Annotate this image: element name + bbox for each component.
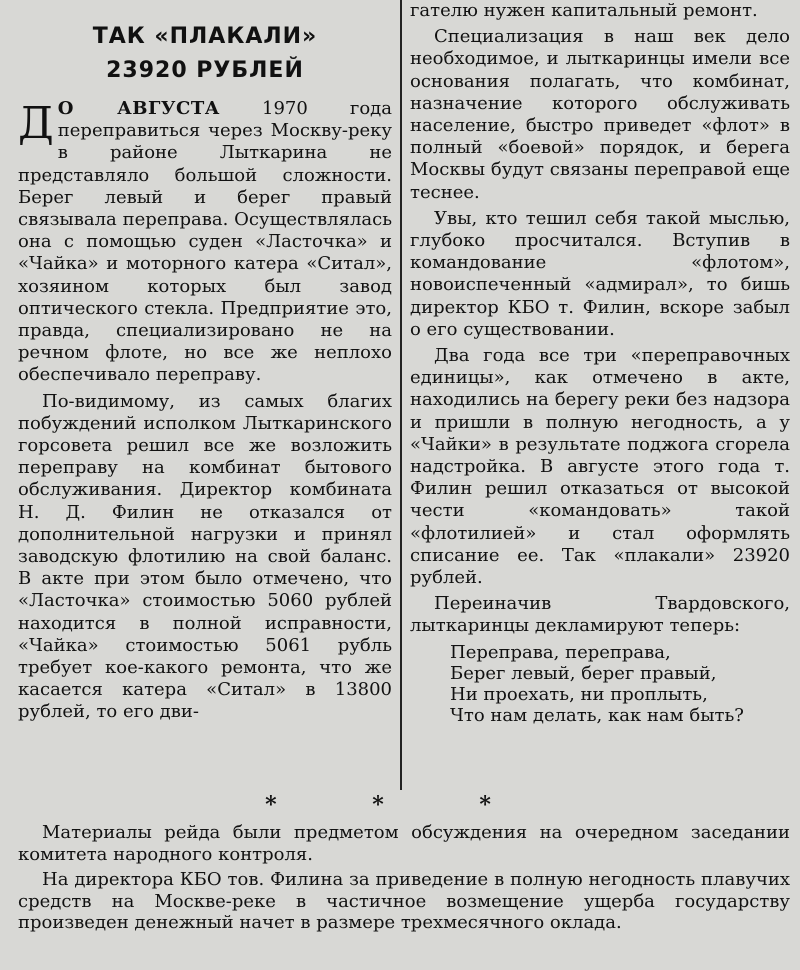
bottom-paragraph: Материалы рейда были предметом обсуждения на очередном заседании комитета народного контроля. (18, 822, 790, 865)
bottom-section (18, 822, 790, 938)
body-paragraph: Два года все три «переправочных единицы», как отмечено в акте, находились на берегу реки без надзора и пришли в полную негодность, а у «Чайки» в результате поджога сгорела надстройка. В августе этого года т. Филин решил отказаться от высокой чести «командовать» такой «флотилией» и стал оформлять списание ее. Так «плакали» 23920 рублей. (410, 345, 790, 589)
lead-paragraph (18, 98, 392, 387)
column-divider (400, 0, 402, 790)
poem-quote (450, 642, 790, 726)
lead-text: 1970 года переправиться через Москву-реку в районе Лыткарина не представляло большой сложности. Берег левый и берег правый связывала переправа. Осуществлялась она с помощью суден «Ласточка» и «Чайка» и моторного катера «Ситал», хозяином которых был завод оптического стекла. Предприятие это, правда, специализировано не на речном флоте, но все же неплохо обеспечивало переправу. (18, 98, 392, 386)
section-separator: * * * (265, 792, 535, 818)
headline-line-1: ТАК «ПЛАКАЛИ» (92, 24, 318, 49)
poem-line: Переправа, переправа, (450, 641, 671, 663)
body-paragraph: Увы, кто тешил себя такой мыслью, глубоко просчитался. Вступив в командование «флотом», новоиспеченный «адмирал», то бишь директор КБО т. Филин, вскоре забыл о его существовании. (410, 207, 790, 340)
right-column (410, 0, 790, 726)
body-paragraph: По-видимому, из самых благих побуждений исполком Лыткаринского горсовета решил все же возложить переправу на комбинат бытового обслуживания. Директор комбината Н. Д. Филин не отказался от дополнительной нагрузки и принял заводскую флотилию на свой баланс. В акте при этом было отмечено, что «Ласточка» стоимостью 5060 рублей находится в полной исправности, «Чайка» стоимостью 5061 рубль требует кое-какого ремонта, что же касается катера «Ситал» в 13800 рублей, то его дви- (18, 390, 392, 723)
continued-text: гателю нужен капитальный ремонт. (410, 0, 758, 21)
left-column (18, 0, 392, 728)
poem-line: Берег левый, берег правый, (450, 662, 717, 684)
poem-line: Ни проехать, ни проплыть, (450, 683, 708, 705)
bottom-paragraph: На директора КБО тов. Филина за приведение в полную негодность плавучих средств на Москве-реке в частичное возмещение ущерба государству произведен денежный начет в размере трехмесячного оклада. (18, 869, 790, 933)
poem-line: Что нам делать, как нам быть? (450, 704, 744, 726)
drop-cap: Д (18, 98, 54, 149)
body-paragraph: Специализация в наш век дело необходимое, и лыткаринцы имели все основания полагать, что комбинат, назначение которого обслуживать население, быстро приведет «флот» в полный «боевой» порядок, и берега Москвы будут связаны переправой еще теснее. (410, 26, 790, 203)
lead-caps: О АВГУСТА (57, 98, 220, 119)
headline-line-2: 23920 РУБЛЕЙ (106, 58, 304, 83)
body-paragraph: Переиначив Твардовского, лыткаринцы декламируют теперь: (410, 593, 790, 637)
